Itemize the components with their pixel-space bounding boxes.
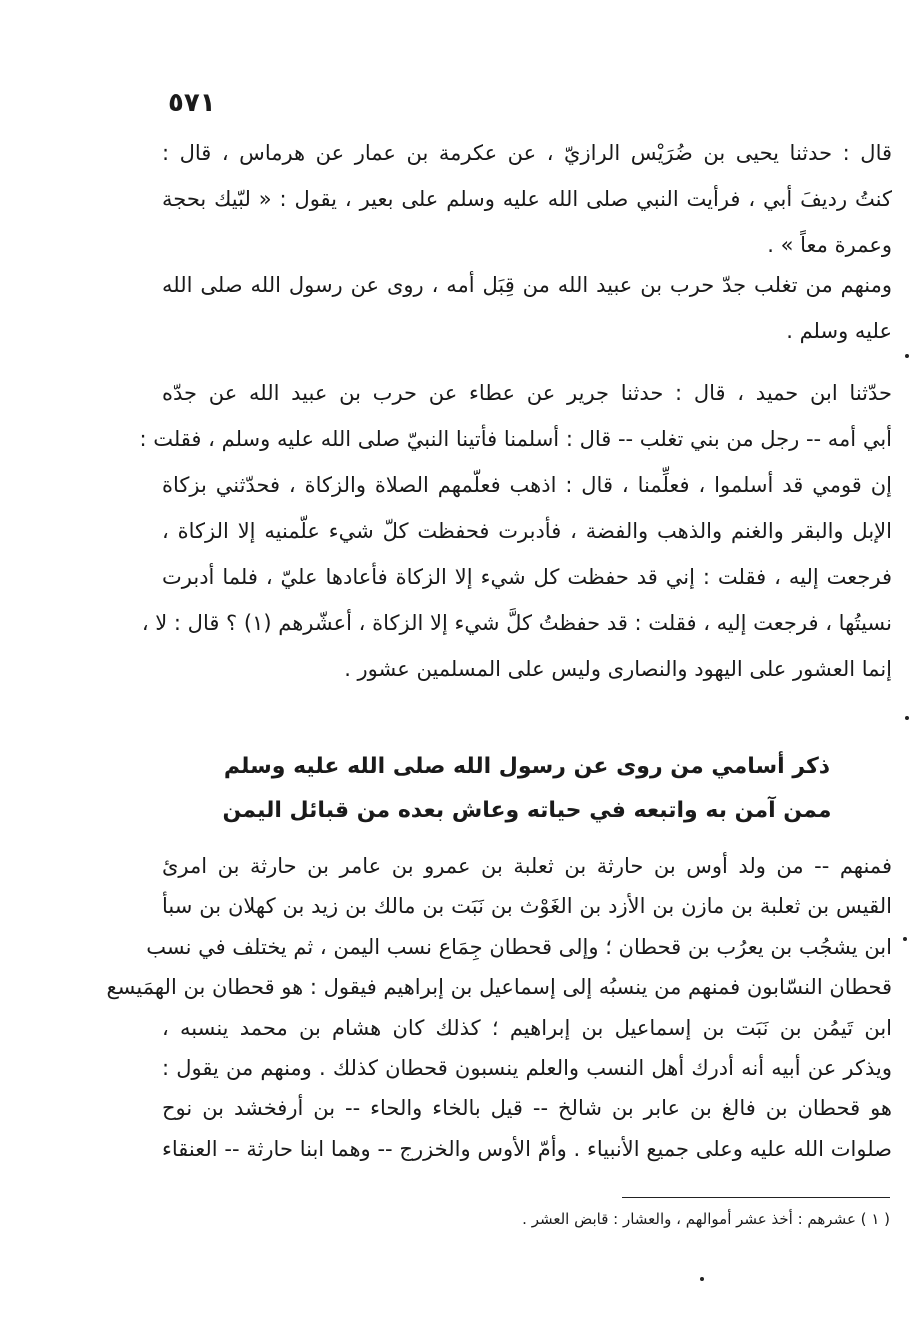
scan-speck [905,354,909,358]
text-line: قال : حدثنا يحيى بن ضُرَيْس الرازيّ ، عن عكرمة بن عمار عن هرماس ، قال : [162,141,892,165]
text-line: صلوات الله عليه وعلى جميع الأنبياء . وأمّ الأوس والخزرج -- وهما ابنا حارثة -- العنقاء [162,1136,892,1161]
text-line: نسيتُها ، فرجعت إليه ، فقلت : قد حفظتُ كلَّ شيء إلا الزكاة ، أعشّرهم (١) ؟ قال : لا ، [141,611,892,635]
heading-line: ذكر أسامي من روى عن رسول الله صلى الله عليه وسلم [223,754,831,779]
footnote-divider [622,1197,890,1198]
text-line: ومنهم من تغلب جدّ حرب بن عبيد الله من قِبَل أمه ، روى عن رسول الله صلى الله [162,273,892,297]
text-line: الإبل والبقر والغنم والذهب والفضة ، فأدبرت فحفظت كلّ شيء علّمنيه إلا الزكاة ، [162,519,892,543]
text-line: فمنهم -- من ولد أوس بن حارثة بن ثعلبة بن عمرو بن عامر بن حارثة بن امرئ [162,854,892,878]
paragraph-3 [139,370,892,692]
text-line: وعمرة معاً » . [767,233,892,257]
scan-speck [700,1277,704,1281]
paragraph-4 [106,846,892,1169]
heading-line: ممن آمن به واتبعه في حياته وعاش بعده من قبائل اليمن [222,798,832,823]
text-line: عليه وسلم . [786,319,892,343]
text-line: فرجعت إليه ، فقلت : إني قد حفظت كل شيء إلا الزكاة فأعادها عليّ ، فلما أدبرت [162,565,892,589]
text-line: ابن تَيمُن بن نَبَت بن إسماعيل بن إبراهيم ؛ كذلك كان هشام بن محمد ينسبه ، [162,1015,892,1040]
text-line: كنتُ رديفَ أبي ، فرأيت النبي صلى الله عليه وسلم على بعير ، يقول : « لبّيك بحجة [162,187,892,211]
paragraph-2 [162,262,892,354]
text-line: حدّثنا ابن حميد ، قال : حدثنا جرير عن عطاء عن حرب بن عبيد الله عن جدّه [162,381,892,405]
section-heading [162,745,892,833]
text-line: ويذكر عن أبيه أنه أدرك أهل النسب والعلم ينسبون قحطان كذلك . ومنهم من يقول : [162,1055,892,1080]
page-number: ٥٧١ [168,88,216,118]
text-line: إن قومي قد أسلموا ، فعلِّمنا ، قال : اذهب فعلّمهم الصلاة والزكاة ، فحدّثني بزكاة [162,473,892,497]
text-line: القيس بن ثعلبة بن مازن بن الأزد بن الغَوْث بن نَبَت بن مالك بن زيد بن كهلان بن سبأ [162,894,892,919]
text-line: هو قحطان بن فالغ بن عابر بن شالخ -- قيل بالخاء والحاء -- بن أرفخشد بن نوح [162,1096,892,1121]
footnote: ( ١ ) عشرهم : أخذ عشر أموالهم ، والعشار : قابض العشر . [522,1210,890,1228]
scan-speck [905,716,909,720]
text-line: ابن يشجُب بن يعرُب بن قحطان ؛ وإلى قحطان جِمَاع نسب اليمن ، ثم يختلف في نسب [146,934,892,959]
text-line: قحطان النسّابون فمنهم من ينسبُه إلى إسماعيل بن إبراهيم فيقول : هو قحطان بن الهمَيسع [106,975,892,1000]
scan-speck [903,937,907,941]
text-line: إنما العشور على اليهود والنصارى وليس على المسلمين عشور . [344,657,892,681]
text-line: أبي أمه -- رجل من بني تغلب -- قال : أسلمنا فأتينا النبيّ صلى الله عليه وسلم ، فقلت : [139,427,892,451]
paragraph-1 [162,130,892,268]
